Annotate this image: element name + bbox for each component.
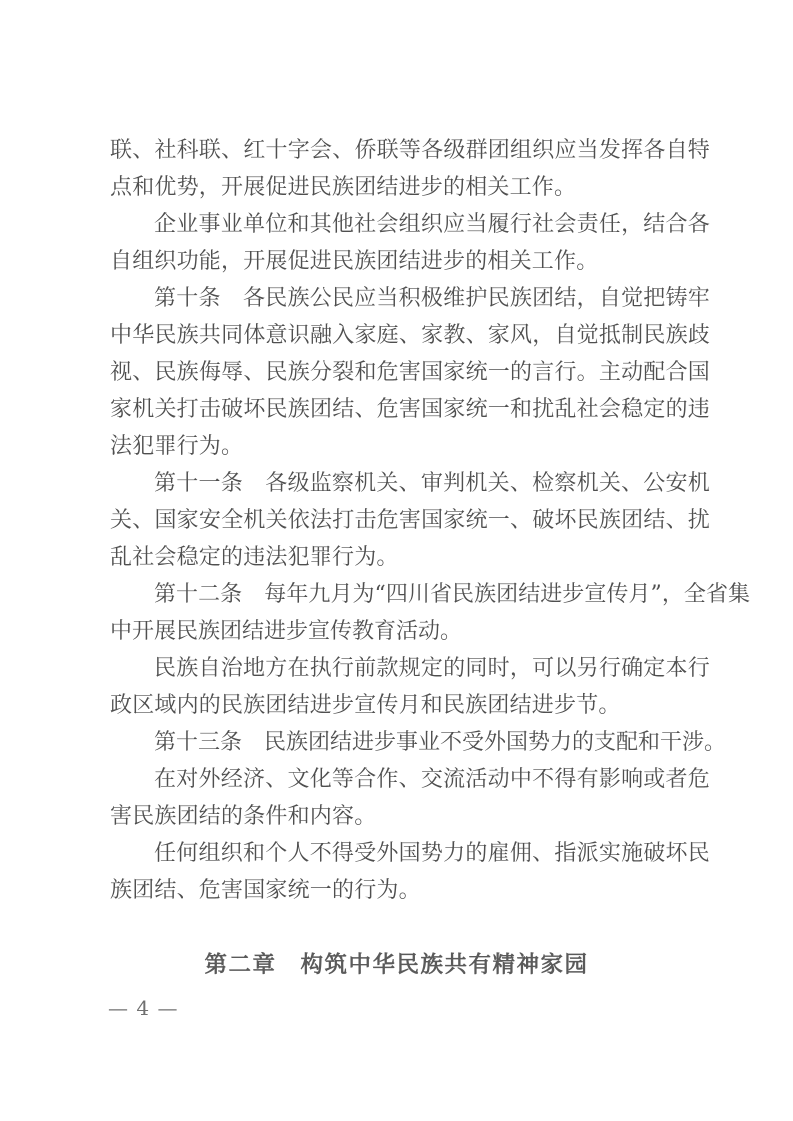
paragraph-article-13-para-3: 任何组织和个人不得受外国势力的雇佣、指派实施破坏民族团结、危害国家统一的行为。 [110,841,710,903]
paragraph-enterprises: 企业事业单位和其他社会组织应当履行社会责任，结合各自组织功能，开展促进民族团结进步的相关工作。 [110,212,710,274]
chapter-heading: 第二章 构筑中华民族共有精神家园 [204,952,589,978]
document-body [110,132,750,909]
paragraph-article-13: 第十三条 民族团结进步事业不受外国势力的支配和干涉。 [154,730,727,755]
paragraph-article-11: 第十一条 各级监察机关、审判机关、检察机关、公安机关、国家安全机关依法打击危害国家统一、破坏民族团结、扰乱社会稳定的违法犯罪行为。 [110,471,710,570]
paragraph-article-12-para-2: 民族自治地方在执行前款规定的同时，可以另行确定本行政区域内的民族团结进步宣传月和民族团结进步节。 [110,656,710,718]
paragraph-article-10: 第十条 各民族公民应当积极维护民族团结，自觉把铸牢中华民族共同体意识融入家庭、家教、家风，自觉抵制民族歧视、民族侮辱、民族分裂和危害国家统一的言行。主动配合国家机关打击破坏民族团结、危害国家统一和扰乱社会稳定的违法犯罪行为。 [110,286,710,459]
paragraph-groups-continuation: 联、社科联、红十字会、侨联等各级群团组织应当发挥各自特点和优势，开展促进民族团结进步的相关工作。 [110,138,710,200]
paragraph-article-12: 第十二条 每年九月为“四川省民族团结进步宣传月”，全省集中开展民族团结进步宣传教育活动。 [110,582,750,644]
paragraph-article-13-para-2: 在对外经济、文化等合作、交流活动中不得有影响或者危害民族团结的条件和内容。 [110,767,710,829]
page-number: — 4 — [108,996,179,1020]
